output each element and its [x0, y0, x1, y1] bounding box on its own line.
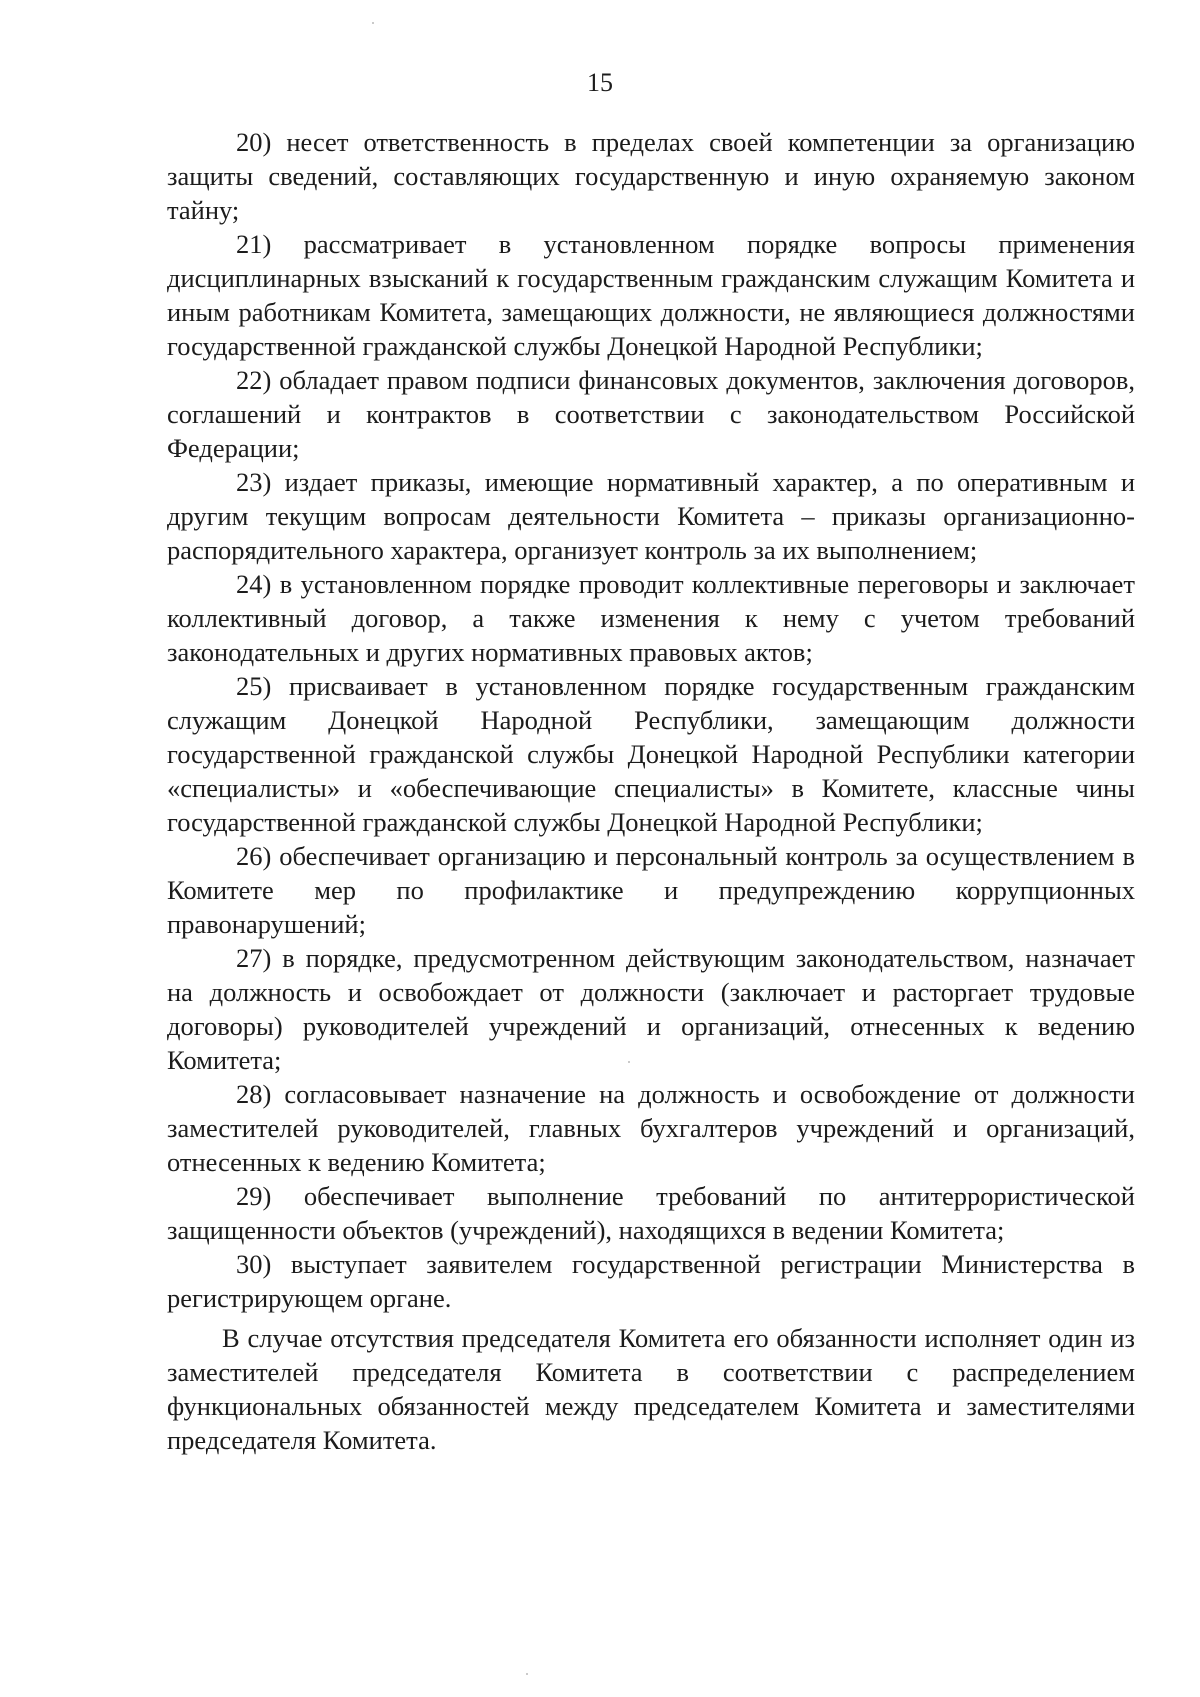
document-body [167, 125, 1135, 1457]
page-number: 15 [587, 68, 613, 97]
paragraph-item-28: 28) согласовывает назначение на должность и освобождение от должности заместителей руководителей, главных бухгалтеров учреждений и организаций, отнесенных к ведению Комитета; [167, 1079, 1135, 1177]
paragraph-item-23: 23) издает приказы, имеющие нормативный характер, а по оперативным и другим текущим вопросам деятельности Комитета – приказы организационно-распорядительного характера, организует контроль за их выполнением; [167, 467, 1135, 565]
paragraph-item-29: 29) обеспечивает выполнение требований по антитеррористической защищенности объектов (учреждений), находящихся в ведении Комитета; [167, 1181, 1135, 1245]
paragraph-item-21: 21) рассматривает в установленном порядке вопросы применения дисциплинарных взысканий к государственным гражданским служащим Комитета и иным работникам Комитета, замещающих должности, не являющиеся должностями государственной гражданской службы Донецкой Народной Республики; [167, 229, 1135, 361]
scan-speck [526, 1673, 528, 1675]
scan-speck [372, 22, 374, 24]
paragraph-item-27: 27) в порядке, предусмотренном действующим законодательством, назначает на должность и освобождает от должности (заключает и расторгает трудовые договоры) руководителей учреждений и организаций, отнесенных к ведению Комитета; [167, 943, 1135, 1075]
paragraph-item-25: 25) присваивает в установленном порядке государственным гражданским служащим Донецкой Народной Республики, замещающим должности государственной гражданской службы Донецкой Народной Республики категории «специалисты» и «обеспечивающие специалисты» в Комитете, классные чины государственной гражданской службы Донецкой Народной Республики; [167, 671, 1135, 837]
paragraph-item-24: 24) в установленном порядке проводит коллективные переговоры и заключает коллективный договор, а также изменения к нему с учетом требований законодательных и других нормативных правовых актов; [167, 569, 1135, 667]
paragraph-item-26: 26) обеспечивает организацию и персональный контроль за осуществлением в Комитете мер по профилактике и предупреждению коррупционных правонарушений; [167, 841, 1135, 939]
paragraph-item-22: 22) обладает правом подписи финансовых документов, заключения договоров, соглашений и контрактов в соответствии с законодательством Российской Федерации; [167, 365, 1135, 463]
closing-paragraph: В случае отсутствия председателя Комитета его обязанности исполняет один из заместителей председателя Комитета в соответствии с распределением функциональных обязанностей между председателем Комитета и заместителями председателя Комитета. [167, 1323, 1135, 1455]
paragraph-item-20: 20) несет ответственность в пределах своей компетенции за организацию защиты сведений, составляющих государственную и иную охраняемую законом тайну; [167, 127, 1135, 225]
scan-speck [628, 1061, 630, 1063]
paragraph-item-30: 30) выступает заявителем государственной регистрации Министерства в регистрирующем органе. [167, 1249, 1135, 1313]
